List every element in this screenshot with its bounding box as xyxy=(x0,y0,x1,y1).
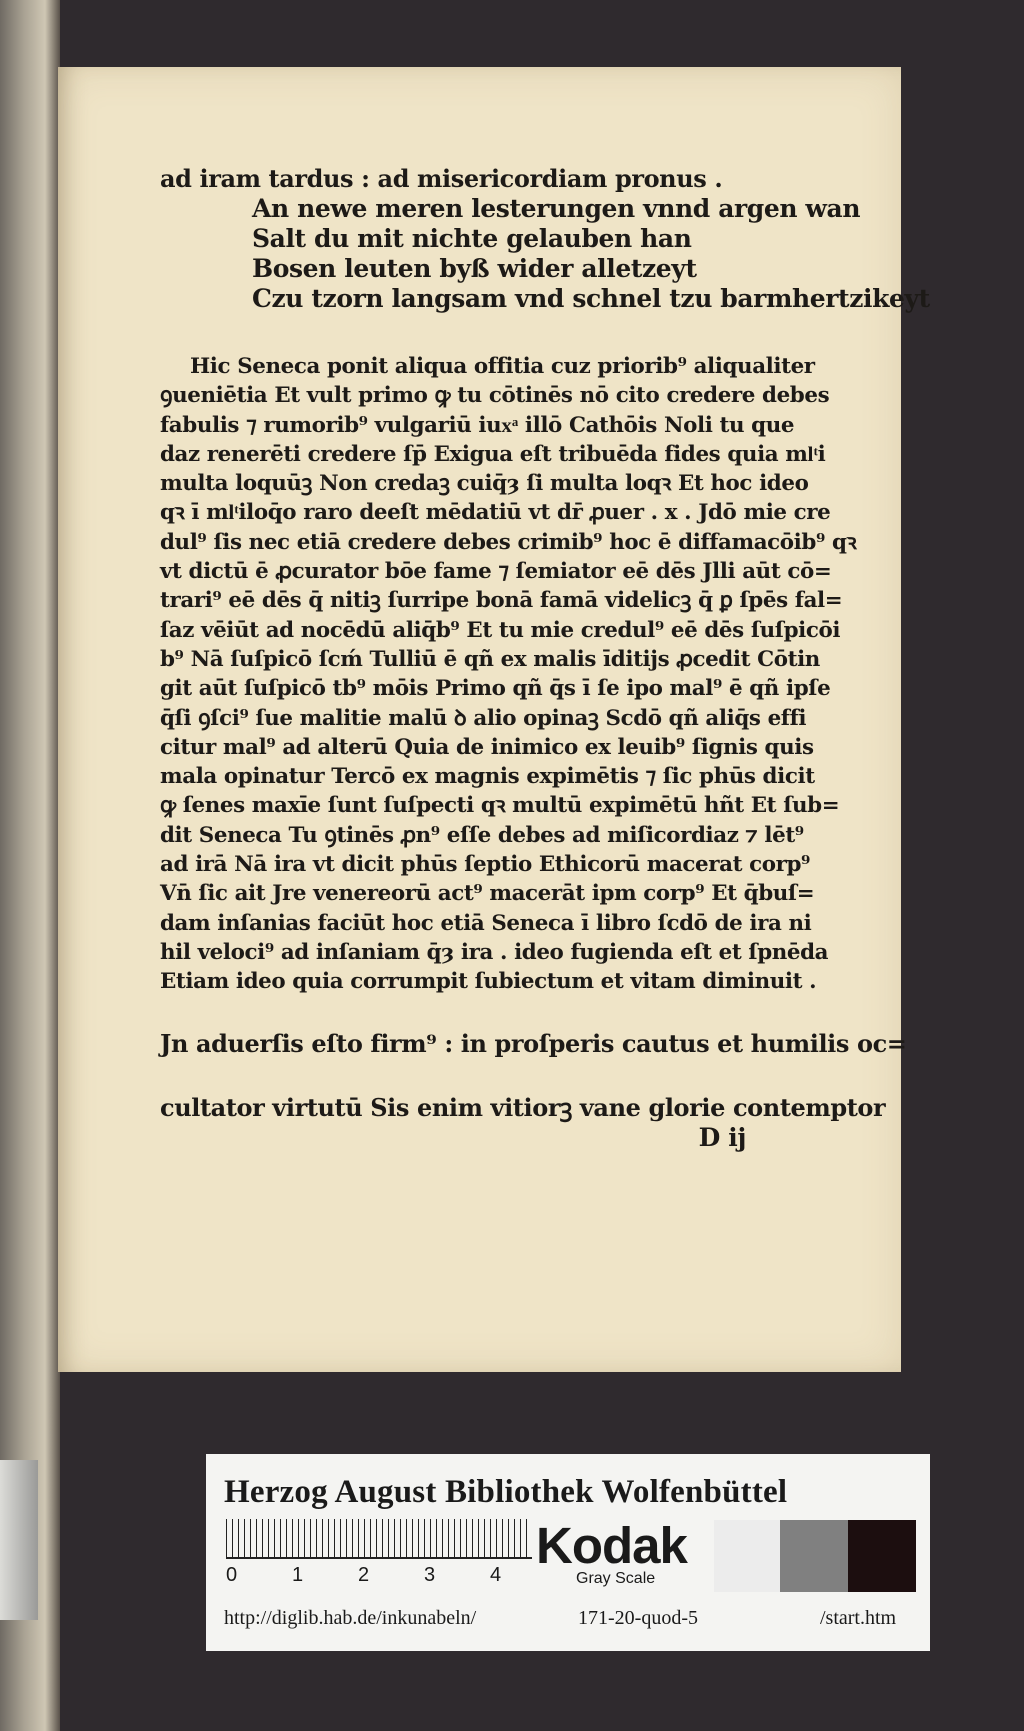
commentary-line: ꝙ ſenes maxīe ſunt ſuſpecti qꝛ multū expimētū hñt Et ſub= xyxy=(160,793,840,819)
commentary-block xyxy=(160,352,857,997)
commentary-line: git aūt ſuſpicō tb⁹ mōis Primo qñ q̄s ī ſe ipo mal⁹ ē qñ ipſe xyxy=(160,676,831,702)
library-title: Herzog August Bibliothek Wolfenbüttel xyxy=(224,1474,788,1510)
commentary-line: vt dictū ē ꝓcurator bōe fame ⁊ ſemiator eē dēs Jlli aūt cō= xyxy=(160,559,832,585)
commentary-line: Hic Seneca ponit aliqua offitia cuz priorib⁹ aliqualiter xyxy=(190,354,815,379)
verse-line: Czu tzorn langsam vnd schnel tzu barmhertzikeyt xyxy=(252,284,930,313)
signature-mark: D ij xyxy=(698,1122,746,1152)
kodak-logo: Kodak xyxy=(536,1517,687,1574)
verse-line: Salt du mit nichte gelauben han xyxy=(252,224,692,253)
commentary-line: Vn̄ ſic ait Jre venereorū act⁹ macerāt ipm corp⁹ Et q̄buſ= xyxy=(160,881,815,907)
commentary-line: ꝯueniētia Et vult primo ꝙ tu cōtinēs nō cito credere debes xyxy=(160,383,830,409)
commentary-line: citur mal⁹ ad alterū Quia de inimico ex leuib⁹ ſignis quis xyxy=(160,734,814,760)
scale-ruler xyxy=(226,1519,532,1559)
ruler-label: 0 xyxy=(226,1564,238,1586)
commentary-line: hil veloci⁹ ad inſaniam q̄ȝ ira . ideo fugienda eſt et ſpnēda xyxy=(160,939,829,965)
ruler-label: 4 xyxy=(490,1564,502,1586)
gray-swatch-mid xyxy=(780,1520,848,1592)
commentary-line: dit Seneca Tu ꝯtinēs ꝓn⁹ eſſe debes ad miſicordiaz ⁊ lēt⁹ xyxy=(160,822,804,848)
commentary-line: dul⁹ ſis nec etiā credere debes crimib⁹ hoc ē diffamacōib⁹ qꝛ xyxy=(160,529,857,555)
header-line: ad iram tardus : ad misericordiam pronus . xyxy=(160,164,723,193)
commentary-line: daz renerēti credere ſp̄ Exigua eſt tribuēda fides quia mlͭi xyxy=(160,441,826,467)
commentary-line: b⁹ Nā ſuſpicō ſcḿ Tulliū ē qñ ex malis īditijs ꝓcedit Cōtin xyxy=(160,646,820,672)
url-tail: /start.htm xyxy=(820,1607,897,1629)
spacer xyxy=(160,997,828,1029)
facing-page-edge xyxy=(0,0,60,1731)
commentary-line: mala opinatur Tercō ex magnis expimētis ⁊ ſic phūs dicit xyxy=(160,764,815,790)
color-reference-card xyxy=(206,1454,930,1651)
commentary-line: trari⁹ eē dēs q̄ nitiꝫ ſurripe bonā famā videlicꝫ q̄ ꝑ ſpēs fal= xyxy=(160,588,843,614)
commentary-line: Etiam ideo quia corrumpit ſubiectum et vitam diminuit . xyxy=(160,969,817,995)
spacer xyxy=(160,1059,828,1093)
url-base: http://diglib.hab.de/inkunabeln/ xyxy=(224,1607,477,1629)
verse-line: An newe meren lesterungen vnnd argen wan xyxy=(252,194,861,223)
book-page xyxy=(58,67,930,1372)
commentary-line: fabulis ⁊ rumorib⁹ vulgariū iuxͣ illō Cathōis Noli tu que xyxy=(160,412,795,438)
gray-swatch-light xyxy=(714,1520,780,1592)
gray-scale-label: Gray Scale xyxy=(576,1570,656,1587)
gray-swatch-dark xyxy=(848,1520,916,1592)
ruler-label: 2 xyxy=(358,1564,370,1586)
ruler-label: 1 xyxy=(292,1564,304,1586)
commentary-line: dam inſanias faciūt hoc etiā Seneca ī libro ſcdō de ira ni xyxy=(160,910,812,936)
commentary-line: multa loquūꝫ Non credaꝫ cuiq̄ȝ ſi multa loqꝛ Et hoc ideo xyxy=(160,471,809,497)
verse-line: Bosen leuten byß wider alletzeyt xyxy=(252,254,697,283)
commentary-line: ad irā Nā ira vt dicit phūs ſeptio Ethicorū macerat corp⁹ xyxy=(160,852,810,878)
maxim-line: cultator virtutū Sis enim vitiorꝫ vane glorie contemptor xyxy=(160,1092,886,1122)
commentary-line: qꝛ ī mlͭiloq̄o raro deeſt mēdatiū vt dr̄ ꝓuer . x . Jdō mie cre xyxy=(160,500,831,526)
commentary-line: ſaz vēiūt ad nocēdū aliq̄b⁹ Et tu mie credul⁹ eē dēs ſuſpicōi xyxy=(160,617,841,643)
commentary-line: q̄ſi ꝯſci⁹ ſue malitie malū ꝺ alio opinaꝫ Scdō qñ aliq̄s effi xyxy=(160,705,807,731)
spacer xyxy=(160,314,828,352)
maxim-line: Jn aduerſis eſto firm⁹ : in proſperis cautus et humilis oc= xyxy=(160,1028,907,1058)
shelfmark: 171-20-quod-5 xyxy=(578,1607,698,1629)
page-text-block xyxy=(160,164,930,1153)
ruler-label: 3 xyxy=(424,1564,436,1586)
